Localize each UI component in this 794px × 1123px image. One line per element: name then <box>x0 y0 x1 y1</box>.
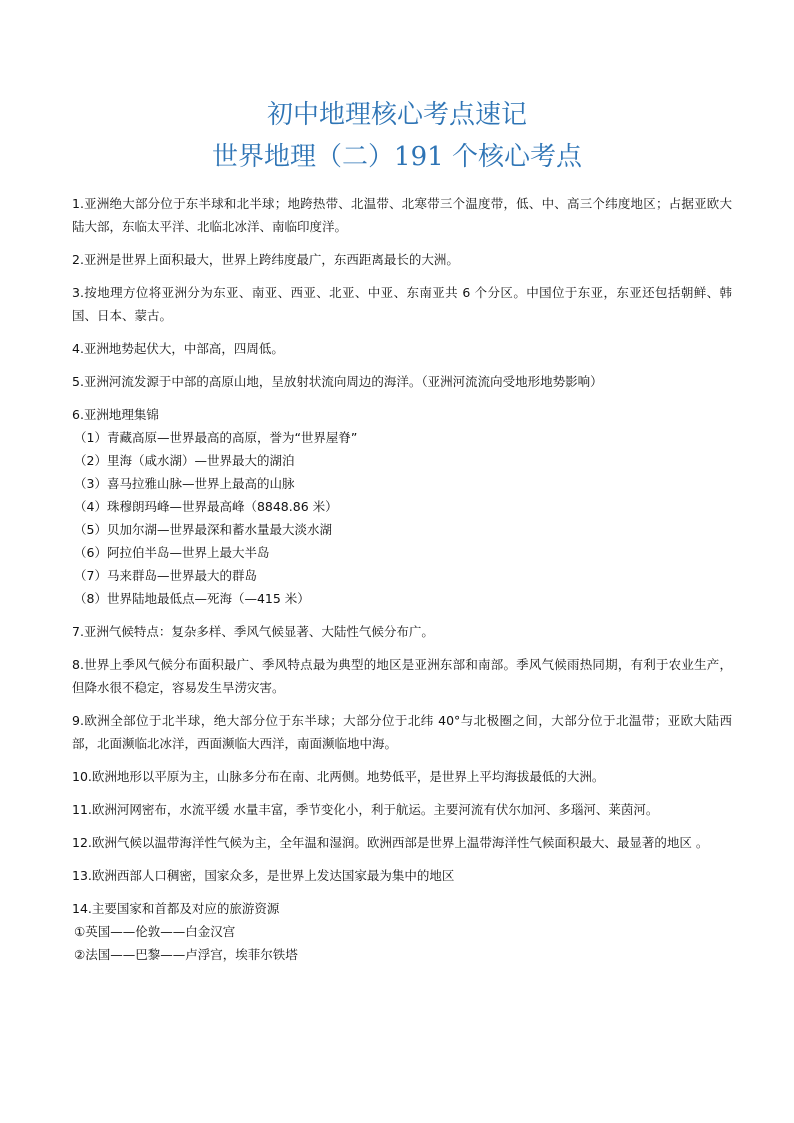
list-item: （4）珠穆朗玛峰—世界最高峰（8848.86 米） <box>74 499 338 514</box>
list-item: （1）青藏高原—世界最高的高原，誉为“世界屋脊” <box>74 430 358 445</box>
document-body <box>72 192 732 966</box>
paragraph-1: 1.亚洲绝大部分位于东半球和北半球；地跨热带、北温带、北寒带三个温度带，低、中、高三个纬度地区；占据亚欧大陆大部，东临太平洋、北临北冰洋、南临印度洋。 <box>72 196 732 234</box>
document-title: 初中地理核心考点速记 <box>266 100 527 130</box>
paragraph-10: 10.欧洲地形以平原为主，山脉多分布在南、北两侧。地势低平，是世界上平均海拔最低的大洲。 <box>72 769 605 784</box>
paragraph-5: 5.亚洲河流发源于中部的高原山地，呈放射状流向周边的海洋。（亚洲河流流向受地形地势影响） <box>72 374 603 389</box>
paragraph-12: 12.欧洲气候以温带海洋性气候为主，全年温和湿润。欧洲西部是世界上温带海洋性气候面积最大、最显著的地区 。 <box>72 835 709 850</box>
list-item: （8）世界陆地最低点—死海（—415 米） <box>74 591 310 606</box>
list-6 <box>72 426 732 610</box>
paragraph-2: 2.亚洲是世界上面积最大，世界上跨纬度最广，东西距离最长的大洲。 <box>72 252 459 267</box>
list-item: （2）里海（咸水湖）—世界最大的湖泊 <box>74 453 295 468</box>
list-item: ②法国——巴黎——卢浮宫，埃菲尔铁塔 <box>74 947 298 962</box>
paragraph-13: 13.欧洲西部人口稠密，国家众多，是世界上发达国家最为集中的地区 <box>72 868 455 883</box>
paragraph-3: 3.按地理方位将亚洲分为东亚、南亚、西亚、北亚、中亚、东南亚共 6 个分区。中国位于东亚，东亚还包括朝鲜、韩国、日本、蒙古。 <box>72 285 732 323</box>
paragraph-9: 9.欧洲全部位于北半球，绝大部分位于东半球；大部分位于北纬 40°与北极圈之间，大部分位于北温带；亚欧大陆西部，北面濒临北冰洋，西面濒临大西洋，南面濒临地中海。 <box>72 713 732 751</box>
paragraph-6: 6.亚洲地理集锦 <box>72 407 159 422</box>
paragraph-8: 8.世界上季风气候分布面积最广、季风特点最为典型的地区是亚洲东部和南部。季风气候雨热同期，有利于农业生产，但降水很不稳定，容易发生旱涝灾害。 <box>72 657 732 695</box>
list-14 <box>72 920 732 966</box>
list-item: （3）喜马拉雅山脉—世界上最高的山脉 <box>74 476 295 491</box>
list-item: ①英国——伦敦——白金汉宫 <box>74 924 236 939</box>
document-subtitle: 世界地理（二）191 个核心考点 <box>212 142 582 172</box>
paragraph-4: 4.亚洲地势起伏大，中部高，四周低。 <box>72 341 284 356</box>
paragraph-14: 14.主要国家和首都及对应的旅游资源 <box>72 901 280 916</box>
list-item: （7）马来群岛—世界最大的群岛 <box>74 568 257 583</box>
paragraph-7: 7.亚洲气候特点：复杂多样、季风气候显著、大陆性气候分布广。 <box>72 624 434 639</box>
paragraph-11: 11.欧洲河网密布，水流平缓 水量丰富，季节变化小，利于航运。主要河流有伏尔加河、多瑙河、莱茵河。 <box>72 802 659 817</box>
list-item: （6）阿拉伯半岛—世界上最大半岛 <box>74 545 270 560</box>
list-item: （5）贝加尔湖—世界最深和蓄水量最大淡水湖 <box>74 522 332 537</box>
